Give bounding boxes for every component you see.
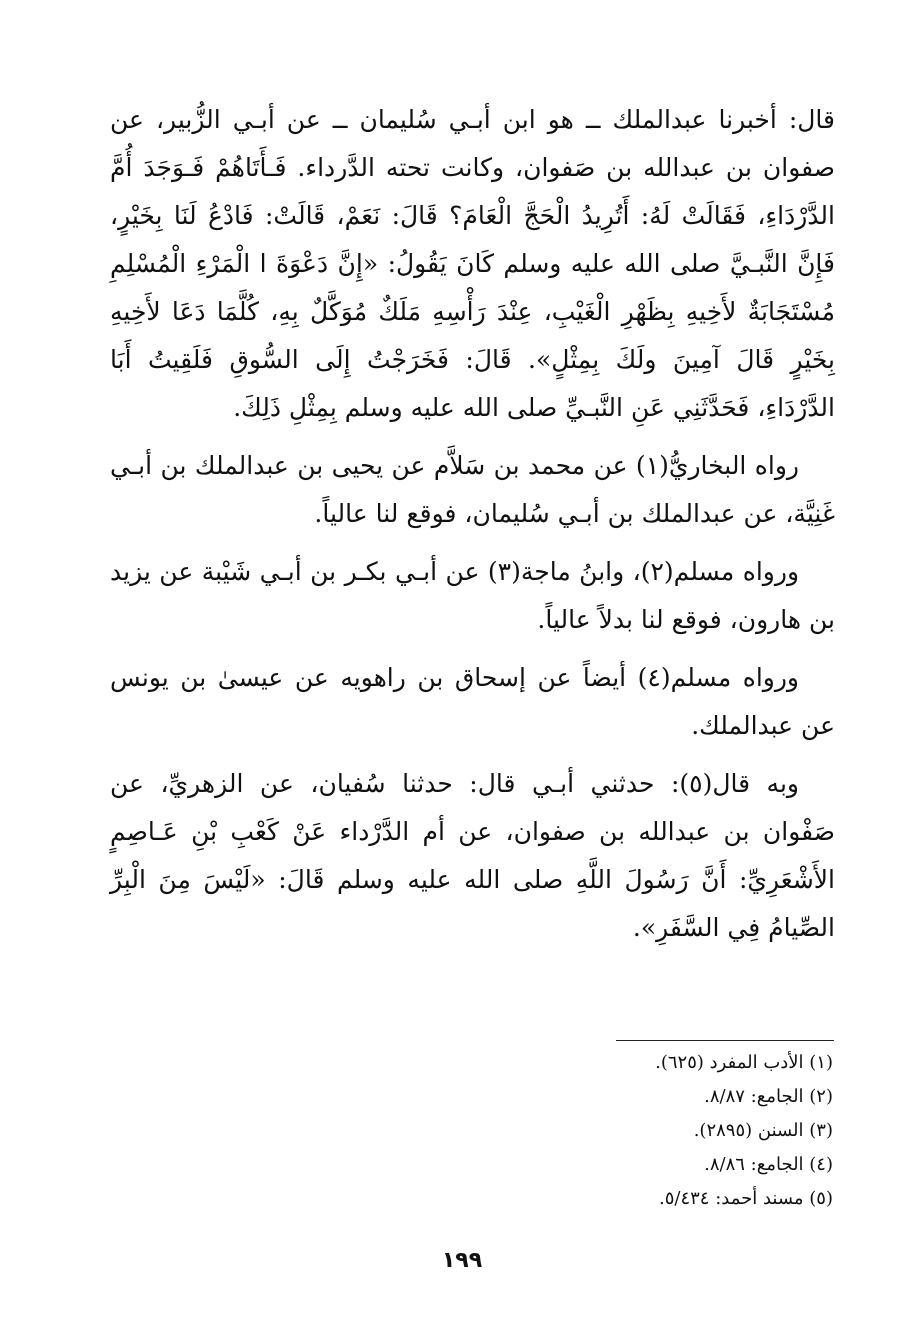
paragraph-fasting-travel-hadith: وبه قال(٥): حدثني أبـي قال: حدثنا سُفيان، عن الزهريِّ، عن صَفْوان بن عبدالله بن صفوان، عن أم الدَّرْداء عَنْ كَعْبِ بْنِ عَـاصِمٍ الأَشْعَرِيِّ: أَنَّ رَسُولَ اللَّهِ صلى الله عليه وسلم قَالَ: «لَيْسَ مِنَ الْبِرِّ الصِّيامُ فِي السَّفَرِ».	[110, 769, 835, 942]
main-text	[110, 96, 835, 962]
footnote-4: (٤) الجامع: ٨/٨٦.	[704, 1154, 833, 1175]
footnote-2: (٢) الجامع: ٨/٨٧.	[704, 1086, 833, 1107]
paragraph-muslim-ibn-majah-chain: ورواه مسلم(٢)، وابنُ ماجة(٣) عن أبـي بكـر بن أبـي شَيْبة عن يزيد بن هارون، فوقع لنا بدلاً عالياً.	[110, 557, 835, 634]
footnote-1: (١) الأدب المفرد (٦٢٥).	[655, 1052, 833, 1073]
page-number: ١٩٩	[441, 1248, 483, 1273]
paragraph-hadith-narration: قال: أخبرنا عبدالملك ــ هو ابن أبـي سُليمان ــ عن أبـي الزُّبير، عن صفوان بن عبدالله بن صَفوان، وكانت تحته الدَّرداء. فَـأَتَاهُمْ فَـوَجَدَ أُمَّ الدَّرْدَاءِ، فَقَالَتْ لَهُ: أَتُرِيدُ الْحَجَّ الْعَامَ؟ قَالَ: نَعَمْ، قَالَتْ: فَادْعُ لَنَا بِخَيْرٍ، فَإِنَّ النَّبـيَّ صلى الله عليه وسلم كَانَ يَقُولُ: «إِنَّ دَعْوَةَ ا الْمَرْءِ الْمُسْلِمِ مُسْتَجَابَةٌ لأَخِيهِ بِظَهْرِ الْغَيْبِ، عِنْدَ رَأْسِهِ مَلَكٌ مُوَكَّلٌ بِهِ، كُلَّمَا دَعَا لأَخِيهِ بِخَيْرٍ قَالَ آمِينَ ولَكَ بِمِثْلٍ». قَالَ: فَخَرَجْتُ إِلَى السُّوقِ فَلَقِيتُ أَبَا الدَّرْدَاءِ، فَحَدَّثَنِي عَنِ النَّبـيِّ صلى الله عليه وسلم بِمِثْلِ ذَلِكَ.	[110, 105, 835, 422]
paragraph-muslim-ishaq-chain: ورواه مسلم(٤) أيضاً عن إسحاق بن راهويه عن عيسىٰ بن يونس عن عبدالملك.	[110, 663, 835, 740]
footnotes	[500, 1046, 833, 1216]
paragraph-bukhari-chain: رواه البخاريُّ(١) عن محمد بن سَلاَّم عن يحيى بن عبدالملك بن أبـي غَنِيَّة، عن عبدالملك بن أبـي سُليمان، فوقع لنا عالياً.	[110, 451, 835, 528]
footnote-5: (٥) مسند أحمد: ٥/٤٣٤.	[658, 1188, 833, 1209]
footnote-separator	[616, 1040, 834, 1041]
footnote-3: (٣) السنن (٢٨٩٥).	[693, 1120, 833, 1141]
